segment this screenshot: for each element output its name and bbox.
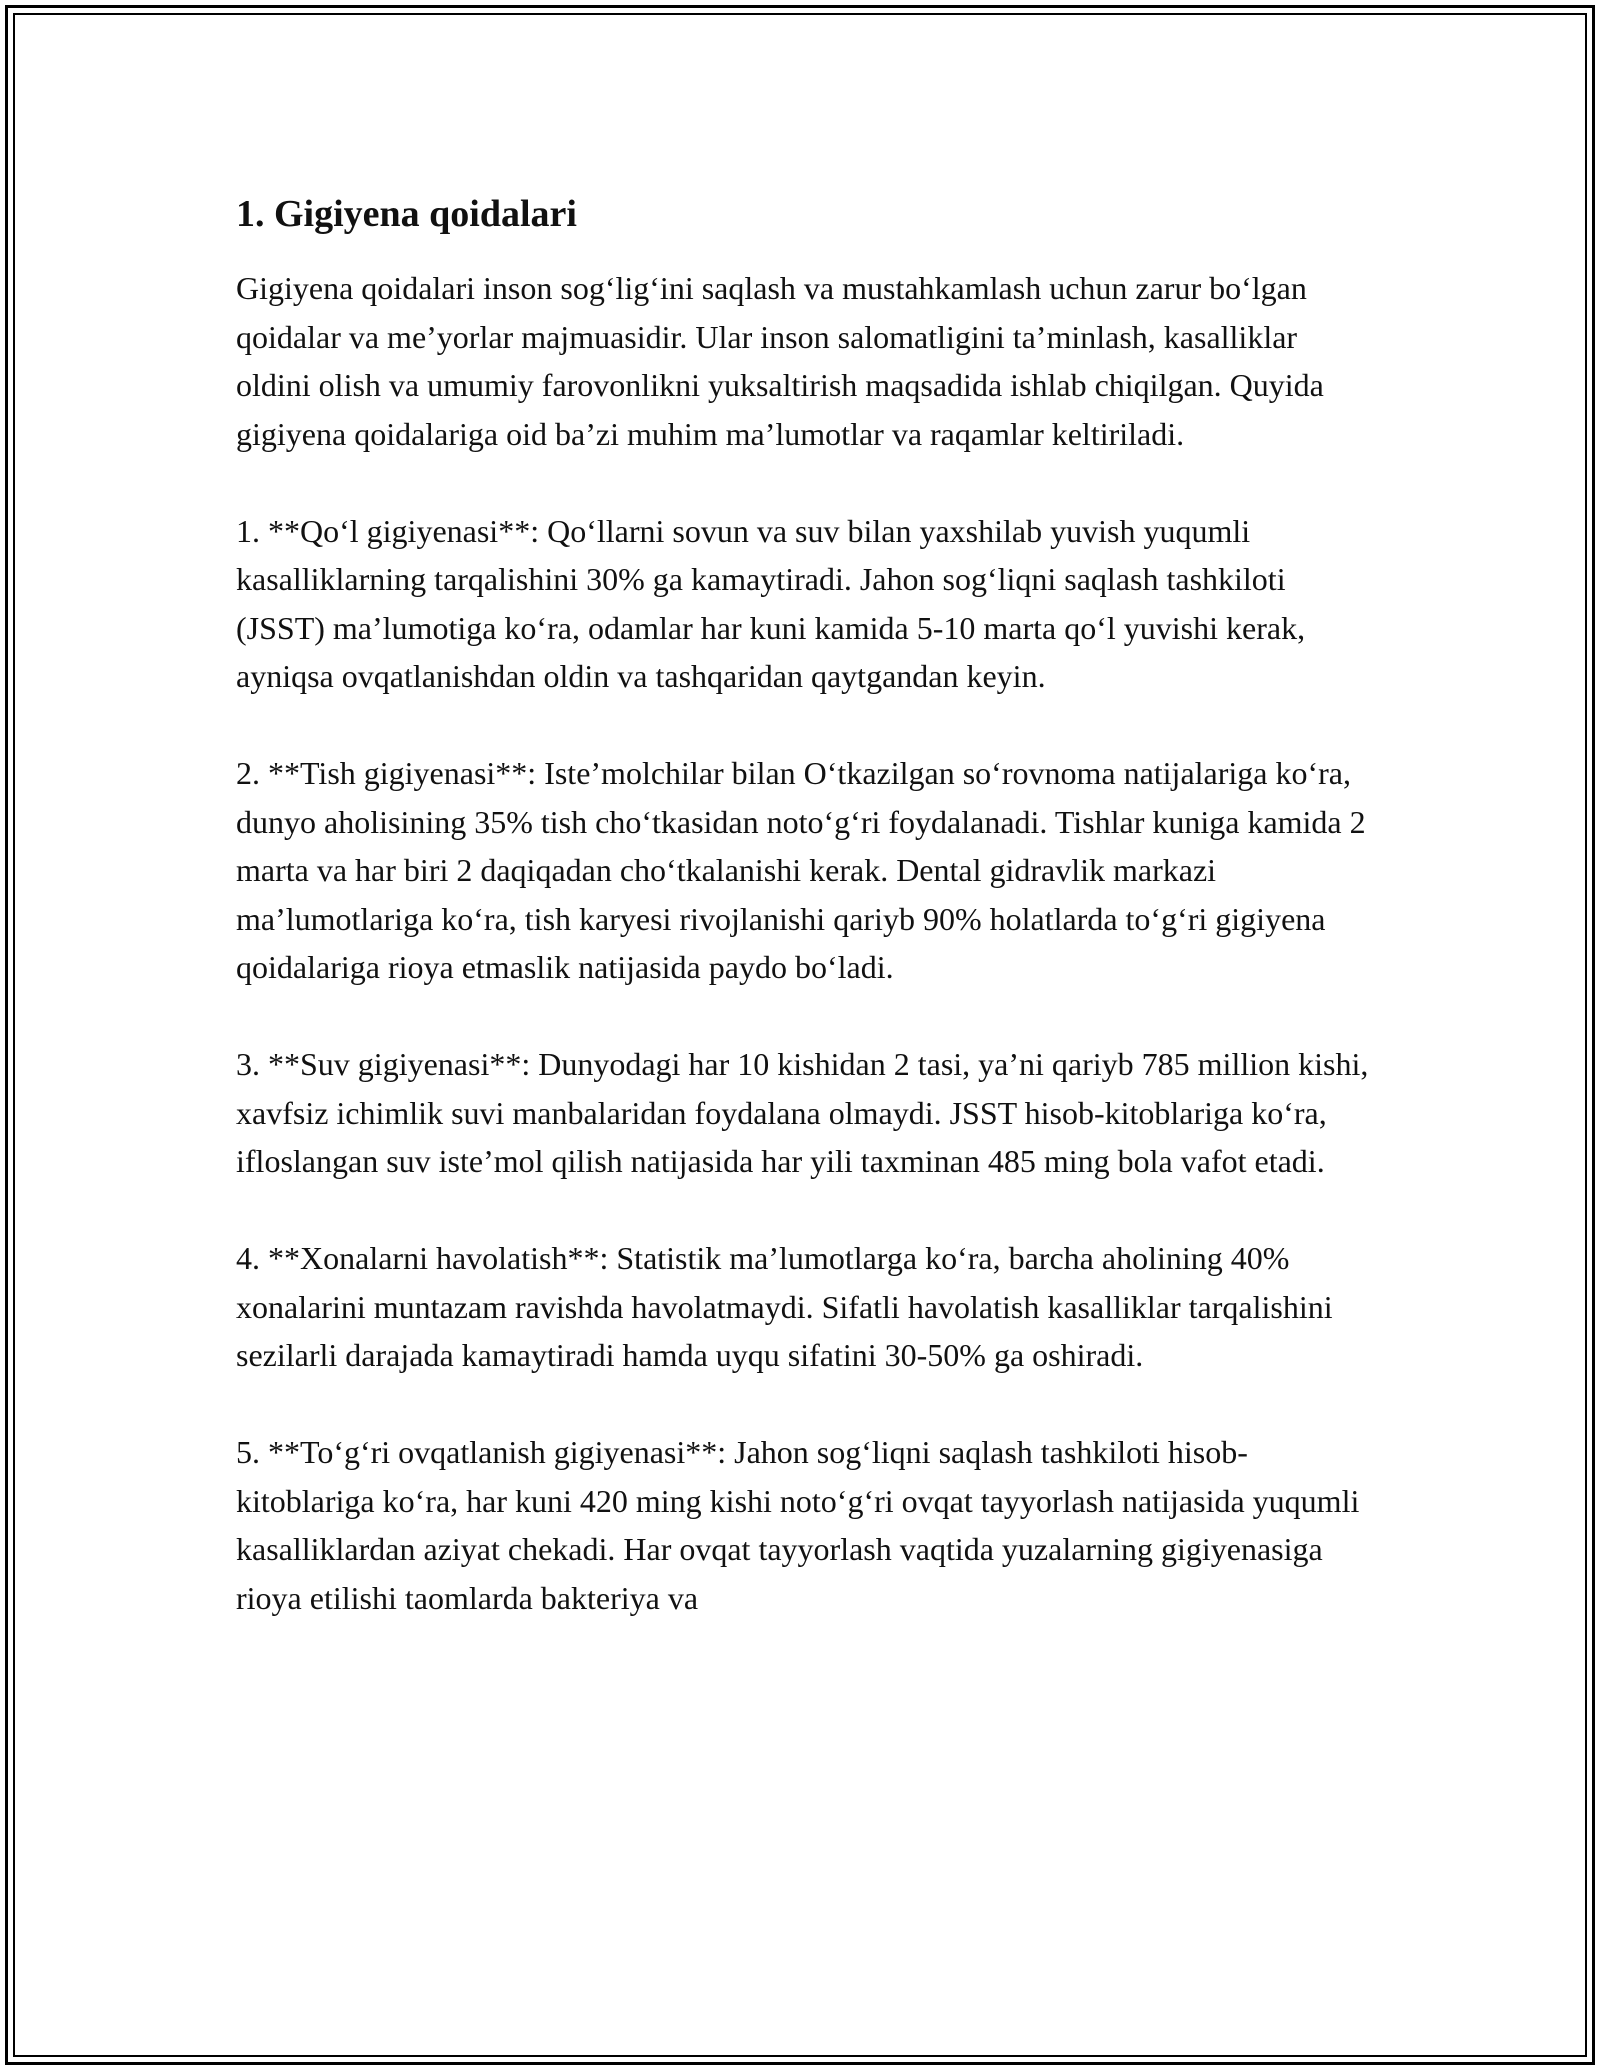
hand-hygiene-paragraph: 1. **Qo‘l gigiyenasi**: Qo‘llarni sovun va suv bilan yaxshilab yuvish yuqumli kasalliklarning tarqalishini 30% ga kamaytiradi. Jahon sog‘liqni saqlash tashkiloti (JSST) ma’lumotiga ko‘ra, odamlar har kuni kamida 5-10 marta qo‘l yuvishi kerak, ayniqsa ovqatlanishdan oldin va tashqaridan qaytgandan keyin.	[236, 512, 1306, 694]
dental-hygiene-paragraph: 2. **Tish gigiyenasi**: Iste’molchilar bilan O‘tkazilgan so‘rovnoma natijalariga ko‘ra, dunyo aholisining 35% tish cho‘tkasidan noto‘g‘ri foydalanadi. Tishlar kuniga kamida 2 marta va har biri 2 daqiqadan cho‘tkalanishi kerak. Dental gidravlik markazi ma’lumotlariga ko‘ra, tish karyesi rivojlanishi qariyb 90% holatlarda to‘g‘ri gigiyena qoidalariga rioya etmaslik natijasida paydo bo‘ladi.	[236, 755, 1366, 985]
ventilation-paragraph: 4. **Xonalarni havolatish**: Statistik ma’lumotlarga ko‘ra, barcha aholining 40% xonalarini muntazam ravishda havolatmaydi. Sifatli havolatish kasalliklar tarqalishini sezilarli darajada kamaytiradi hamda uyqu sifatini 30-50% ga oshiradi.	[236, 1240, 1333, 1373]
intro-paragraph: Gigiyena qoidalari inson sog‘lig‘ini saqlash va mustahkamlash uchun zarur bo‘lgan qoidalar va me’yorlar majmuasidir. Ular inson salomatligini ta’minlash, kasalliklar oldini olish va umumiy farovonlikni yuksaltirish maqsadida ishlab chiqilgan. Quyida gigiyena qoidalariga oid ba’zi muhim ma’lumotlar va raqamlar keltiriladi.	[236, 270, 1324, 452]
document-page	[236, 186, 1376, 1671]
water-hygiene-paragraph: 3. **Suv gigiyenasi**: Dunyodagi har 10 kishidan 2 tasi, ya’ni qariyb 785 million kishi, xavfsiz ichimlik suvi manbalaridan foydalana olmaydi. JSST hisob-kitoblariga ko‘ra, ifloslangan suv iste’mol qilish natijasida har yili taxminan 485 ming bola vafot etadi.	[236, 1046, 1369, 1179]
section-heading: 1. Gigiyena qoidalari	[236, 193, 577, 235]
food-hygiene-paragraph: 5. **To‘g‘ri ovqatlanish gigiyenasi**: Jahon sog‘liqni saqlash tashkiloti hisob-kitoblariga ko‘ra, har kuni 420 ming kishi noto‘g‘ri ovqat tayyorlash natijasida yuqumli kasalliklardan aziyat chekadi. Har ovqat tayyorlash vaqtida yuzalarning gigiyenasiga rioya etilishi taomlarda bakteriya va	[236, 1434, 1360, 1616]
